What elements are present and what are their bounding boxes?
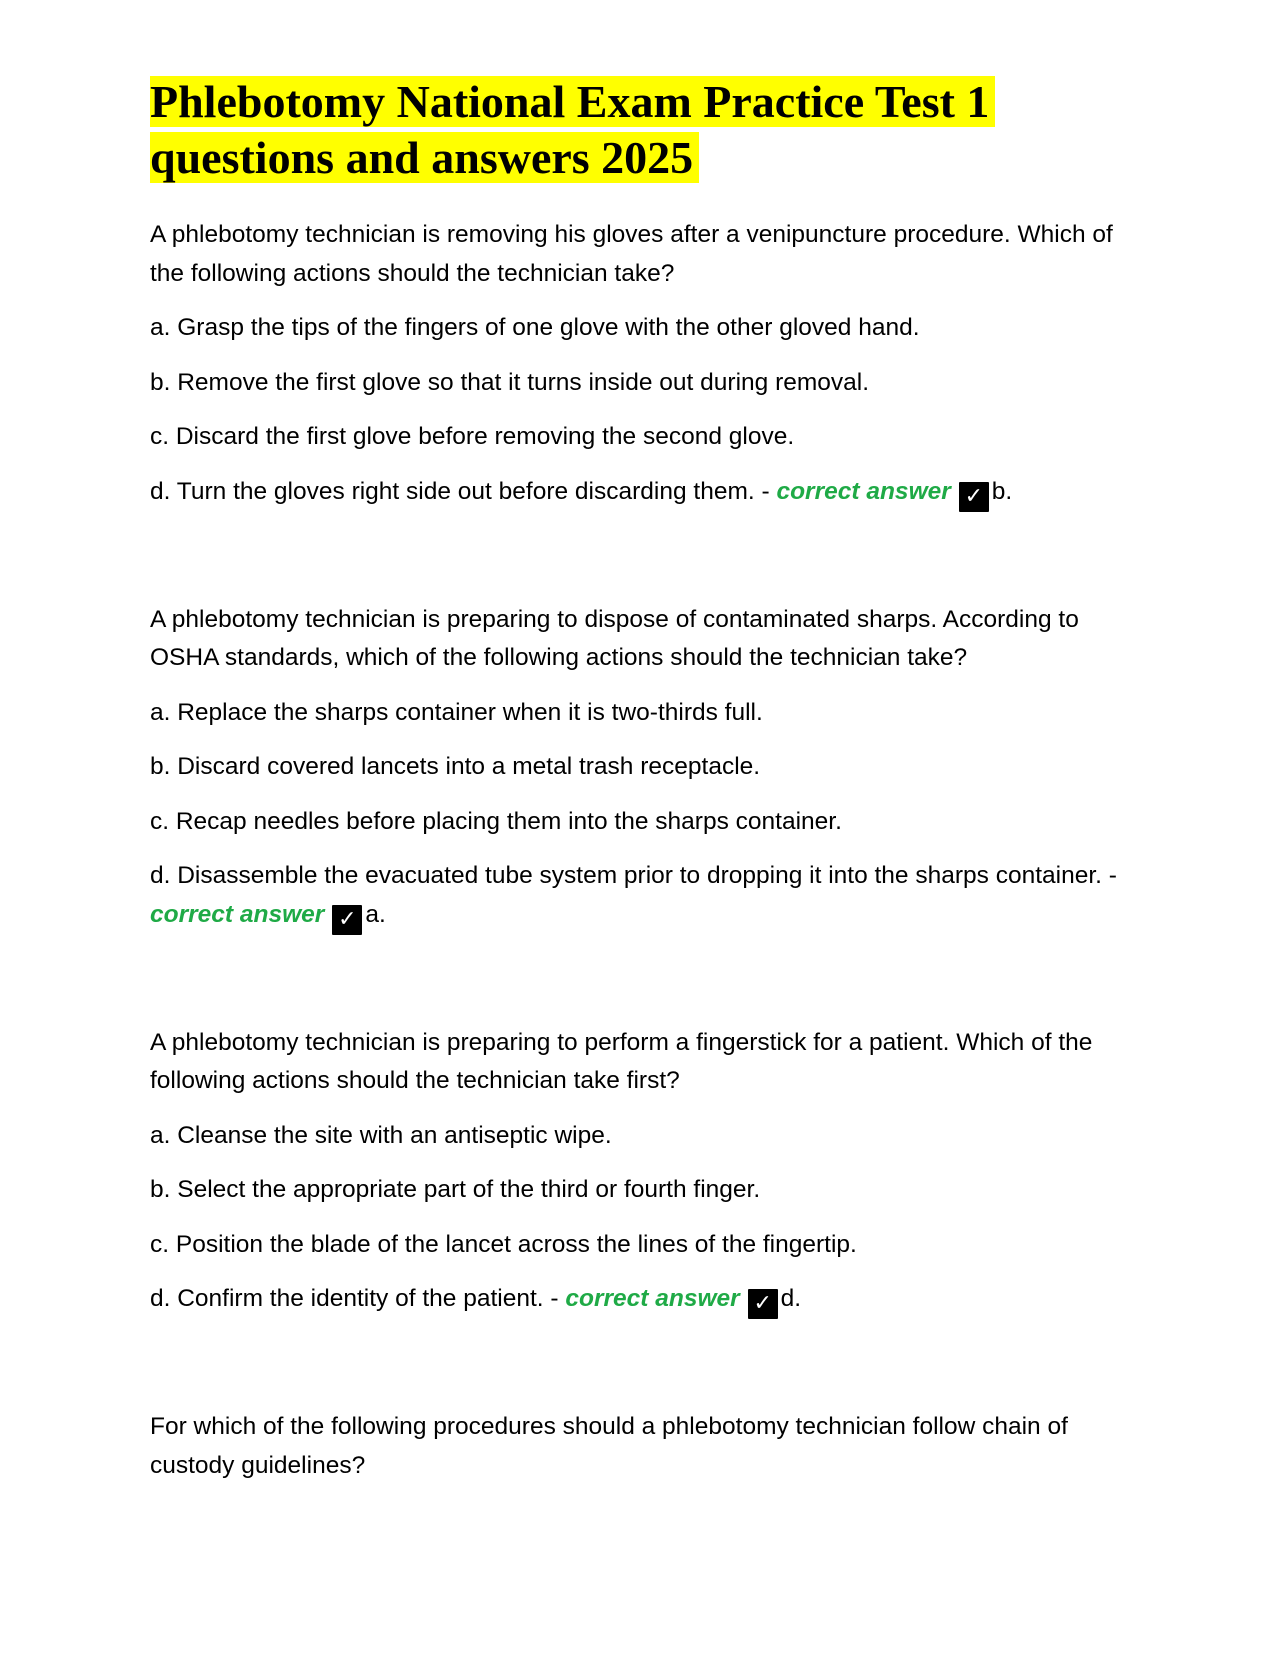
- option-d-with-answer: [150, 857, 1140, 935]
- question-2: [150, 601, 1140, 935]
- option-d-with-answer: [150, 473, 1140, 512]
- answer-value: a.: [365, 900, 386, 928]
- option-d: d. Confirm the identity of the patient. -: [150, 1285, 559, 1312]
- option-b: b. Discard covered lancets into a metal trash receptacle.: [150, 753, 761, 780]
- correct-answer-label: correct answer: [150, 900, 325, 928]
- option-a: a. Grasp the tips of the fingers of one glove with the other gloved hand.: [150, 314, 920, 341]
- checkmark-icon: ✓: [332, 905, 362, 935]
- option-c: c. Discard the first glove before removing the second glove.: [150, 423, 795, 450]
- document-page: [150, 74, 1140, 1574]
- title-line-2: questions and answers 2025: [150, 132, 694, 183]
- title-highlight: [150, 76, 995, 183]
- option-a: a. Cleanse the site with an antiseptic wipe.: [150, 1121, 612, 1149]
- option-b: b. Remove the first glove so that it turns inside out during removal.: [150, 368, 870, 396]
- option-d: d. Disassemble the evacuated tube system prior to dropping it into the sharps container. -: [150, 862, 1117, 889]
- question-3: [150, 1024, 1140, 1320]
- answer-value: d.: [780, 1285, 802, 1312]
- checkmark-icon: ✓: [959, 482, 989, 512]
- document-title: [150, 74, 1140, 186]
- option-d-with-answer: [150, 1280, 1140, 1319]
- option-c: c. Position the blade of the lancet across the lines of the fingertip.: [150, 1230, 857, 1258]
- correct-answer-label: correct answer: [565, 1285, 740, 1312]
- question-text: A phlebotomy technician is removing his gloves after a venipuncture procedure. Which of the following actions should the technician take?: [150, 221, 1113, 287]
- checkmark-icon: ✓: [748, 1289, 778, 1319]
- question-4: [150, 1408, 1140, 1485]
- answer-value: b.: [991, 477, 1013, 505]
- question-text: A phlebotomy technician is preparing to perform a fingerstick for a patient. Which of the following actions should the technician take first?: [150, 1028, 1093, 1094]
- correct-answer-label: correct answer: [776, 477, 951, 505]
- question-text: For which of the following procedures should a phlebotomy technician follow chain of custody guidelines?: [150, 1413, 1068, 1479]
- option-d: d. Turn the gloves right side out before discarding them. -: [150, 477, 770, 505]
- option-c: c. Recap needles before placing them into the sharps container.: [150, 807, 842, 835]
- title-line-1: Phlebotomy National Exam Practice Test 1: [150, 76, 990, 127]
- question-text: A phlebotomy technician is preparing to dispose of contaminated sharps. According to OSHA standards, which of the following actions should the technician take?: [150, 605, 1079, 671]
- question-1: [150, 216, 1140, 512]
- option-b: b. Select the appropriate part of the third or fourth finger.: [150, 1176, 761, 1203]
- option-a: a. Replace the sharps container when it is two-thirds full.: [150, 698, 763, 726]
